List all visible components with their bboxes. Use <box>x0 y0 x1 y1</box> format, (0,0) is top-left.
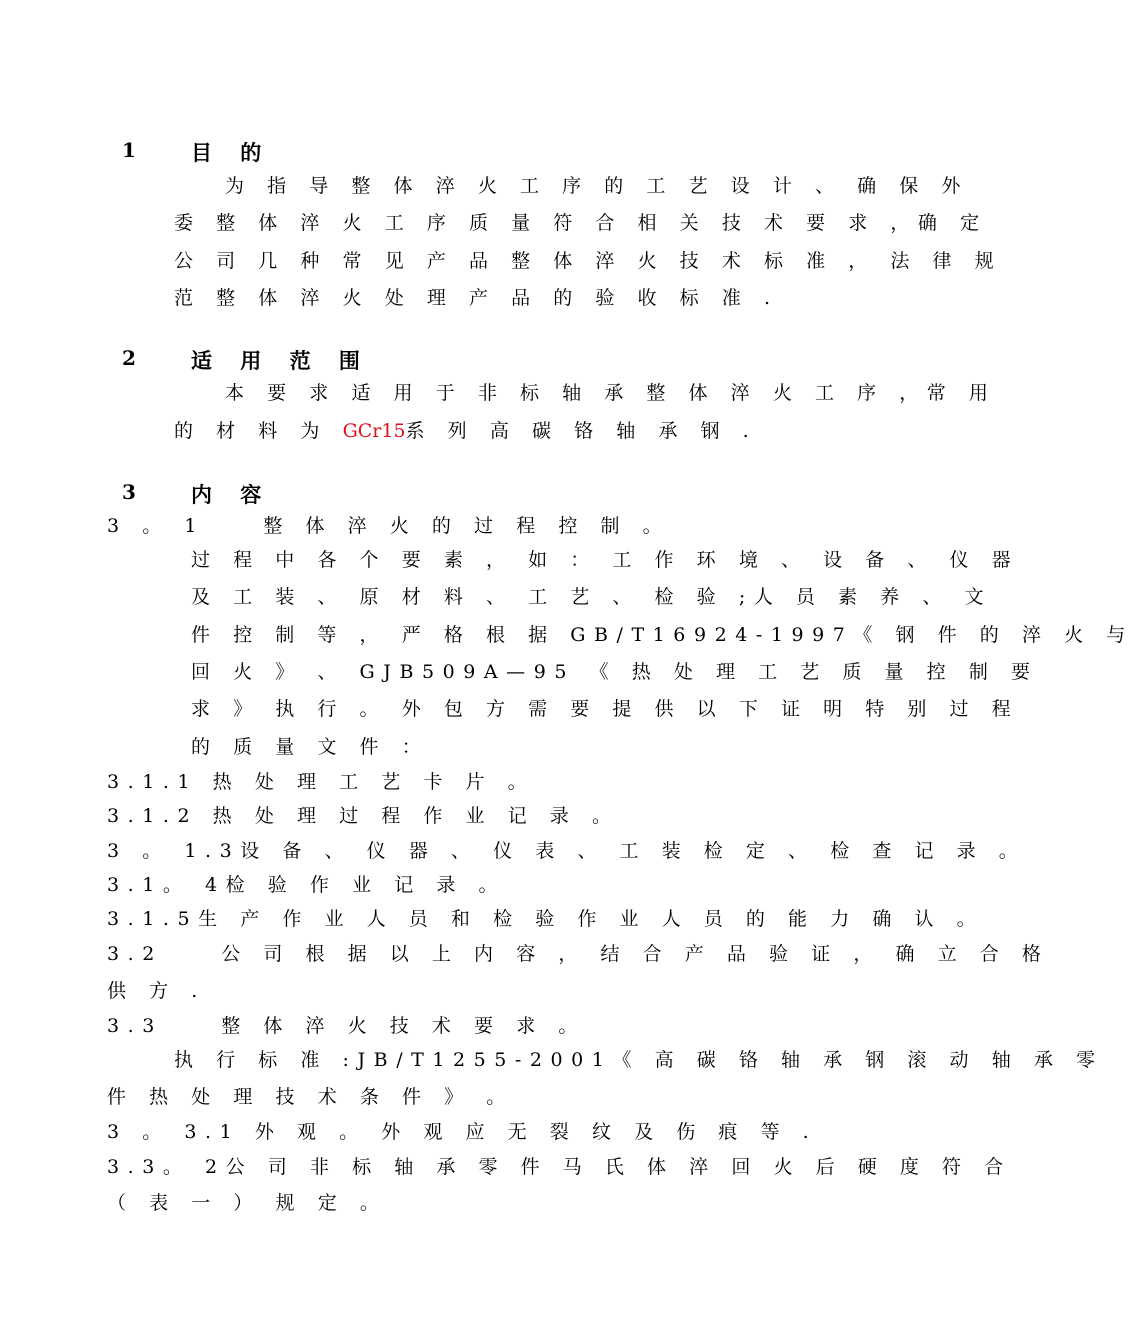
text-segment: 系 列 高 碳 铬 轴 承 钢 . <box>405 420 758 442</box>
section-3-number: 3 <box>122 480 136 504</box>
section-1-number: 1 <box>122 138 136 162</box>
content-line: 件 控 制 等 ， 严 格 根 据 GB/T16924-1997《 钢 件 的 淬 火 与 <box>191 624 1134 646</box>
content-line: 3.1.5生 产 作 业 人 员 和 检 验 作 业 人 员 的 能 力 确 认 。 <box>107 908 985 930</box>
content-line: 3.1。 4检 验 作 业 记 录 。 <box>107 874 507 896</box>
content-line: 求 》 执 行 。 外 包 方 需 要 提 供 以 下 证 明 特 别 过 程 <box>191 698 1020 720</box>
content-line: 3.1.2 热 处 理 过 程 作 业 记 录 。 <box>107 805 620 827</box>
content-line: 3.1.1 热 处 理 工 艺 卡 片 。 <box>107 771 536 793</box>
paragraph-line: 委 整 体 淬 火 工 序 质 量 符 合 相 关 技 术 要 求 ，确 定 <box>174 212 988 234</box>
content-line: 供 方 . <box>107 980 206 1002</box>
section-2-number: 2 <box>122 346 136 370</box>
paragraph-line: 公 司 几 种 常 见 产 品 整 体 淬 火 技 术 标 准 ， 法 律 规 <box>174 250 1003 272</box>
paragraph-line: 范 整 体 淬 火 处 理 产 品 的 验 收 标 准 . <box>174 287 779 309</box>
content-line: 3.3。 2公 司 非 标 轴 承 零 件 马 氏 体 淬 回 火 后 硬 度 符 合 <box>107 1156 1012 1178</box>
content-line: 过 程 中 各 个 要 素 ， 如 ： 工 作 环 境 、 设 备 、 仪 器 <box>191 549 1020 571</box>
content-line: 的 质 量 文 件 ： <box>191 736 430 758</box>
text-segment: 的 材 料 为 <box>174 420 343 442</box>
content-line: 3 。 1 整 体 淬 火 的 过 程 控 制 。 <box>107 515 671 537</box>
content-line: 3.3 整 体 淬 火 技 术 要 求 。 <box>107 1015 586 1037</box>
content-line: 3 。 1.3设 备 、 仪 器 、 仪 表 、 工 装 检 定 、 检 查 记 录 。 <box>107 840 1027 862</box>
content-line: 3 。 3.1 外 观 。 外 观 应 无 裂 纹 及 伤 痕 等 . <box>107 1121 818 1143</box>
content-line: 执 行 标 准 :JB/T1255-2001《 高 碳 铬 轴 承 钢 滚 动 轴 承 零 <box>174 1049 1104 1071</box>
content-line: 件 热 处 理 技 术 条 件 》 。 <box>107 1086 514 1108</box>
material-code: GCr15 <box>342 420 406 442</box>
paragraph-line: 本 要 求 适 用 于 非 标 轴 承 整 体 淬 火 工 序 ，常 用 <box>225 382 997 404</box>
content-line: 及 工 装 、 原 材 料 、 工 艺 、 检 验 ;人 员 素 养 、 文 <box>191 586 993 608</box>
content-line: 回 火 》 、 GJB509A—95 《 热 处 理 工 艺 质 量 控 制 要 <box>191 661 1039 683</box>
content-line: 3.2 公 司 根 据 以 上 内 容 ， 结 合 产 品 验 证 ， 确 立 合 格 <box>107 943 1050 965</box>
section-1-title: 目 的 <box>191 140 272 165</box>
paragraph-line <box>174 419 757 443</box>
section-2-title: 适 用 范 围 <box>191 348 371 373</box>
content-line: （ 表 一 ） 规 定 。 <box>107 1192 388 1214</box>
section-3-title: 内 容 <box>191 482 272 507</box>
paragraph-line: 为 指 导 整 体 淬 火 工 序 的 工 艺 设 计 、 确 保 外 <box>225 175 969 197</box>
